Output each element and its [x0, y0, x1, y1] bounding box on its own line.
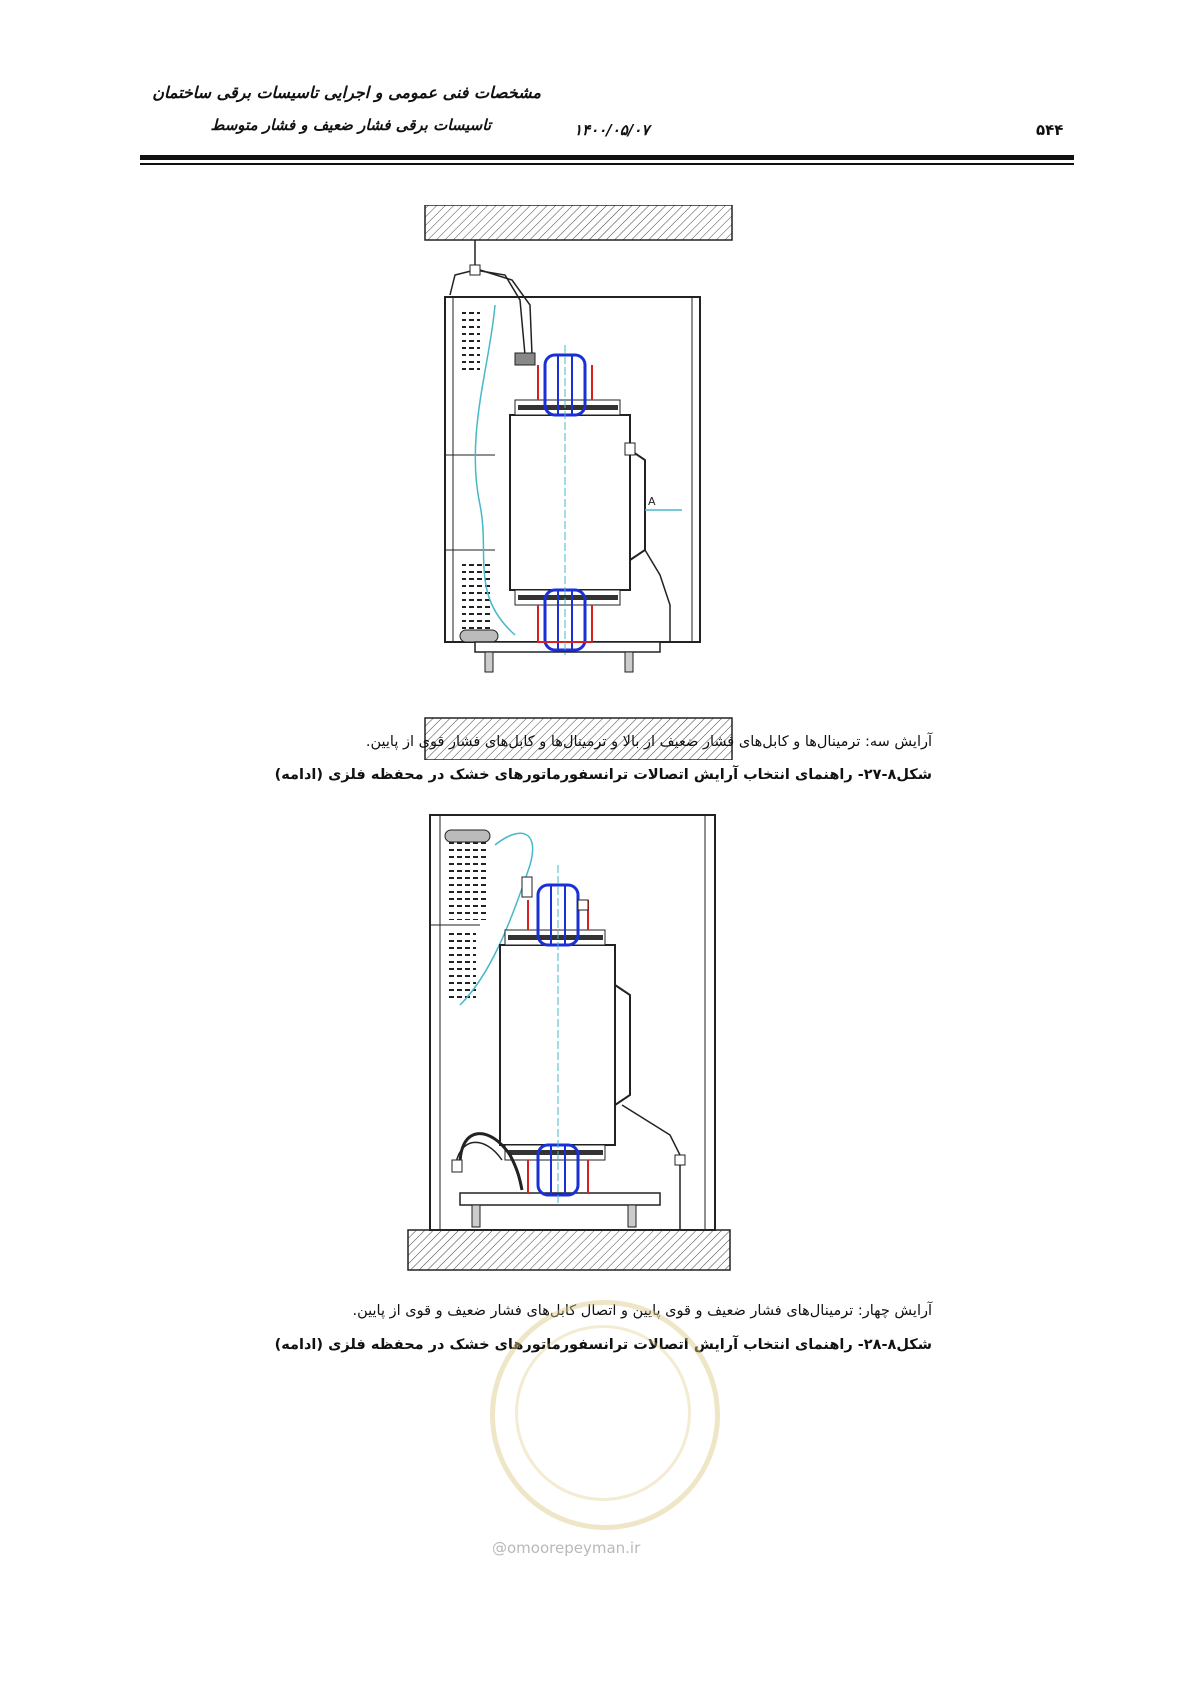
transformer-diagram-top-lv-bottom-hv	[420, 205, 790, 760]
ventilation-grille-lower	[462, 560, 492, 635]
document-date: ۱۴۰۰/۰۵/۰۷	[574, 121, 650, 139]
website-watermark: @omoorepeyman.ir	[492, 1539, 641, 1557]
ventilation-grille-upper	[448, 835, 488, 920]
figure-1-caption: شکل۸-۲۷- راهنمای انتخاب آرایش اتصالات ترانسفورماتورهای خشک در محفظه فلزی (ادامه)	[274, 767, 932, 783]
marker-a-label: A	[648, 495, 656, 508]
transformer-diagram-bottom-lv-hv	[400, 805, 775, 1275]
ceiling-slab	[425, 205, 732, 240]
header-divider-thick	[140, 155, 1074, 160]
publisher-seal-inner	[515, 1325, 691, 1501]
figure-1-description: آرایش سه: ترمینال‌ها و کابل‌های فشار ضعیف از بالا و ترمینال‌ها و کابل‌های فشار قوی از پایین.	[365, 734, 932, 750]
section-subtitle: تاسیسات برقی فشار ضعیف و فشار متوسط	[210, 116, 491, 134]
floor-slab	[408, 1230, 730, 1270]
figure-2-description: آرایش چهار: ترمینال‌های فشار ضعیف و قوی پایین و اتصال کابل‌های فشار ضعیف و قوی از پایین.	[352, 1303, 932, 1319]
document-title: مشخصات فنی عمومی و اجرایی تاسیسات برقی ساختمان	[152, 83, 541, 102]
ventilation-grille-middle	[448, 930, 476, 1000]
header-divider-thin	[140, 163, 1074, 165]
figure-2-caption: شکل۸-۲۸- راهنمای انتخاب آرایش اتصالات ترانسفورماتورهای خشک در محفظه فلزی (ادامه)	[274, 1337, 932, 1353]
transformer-core	[510, 415, 630, 590]
ventilation-grille-upper	[462, 310, 480, 375]
page-number: ۵۴۴	[1036, 121, 1064, 139]
publisher-seal-watermark	[490, 1300, 720, 1530]
